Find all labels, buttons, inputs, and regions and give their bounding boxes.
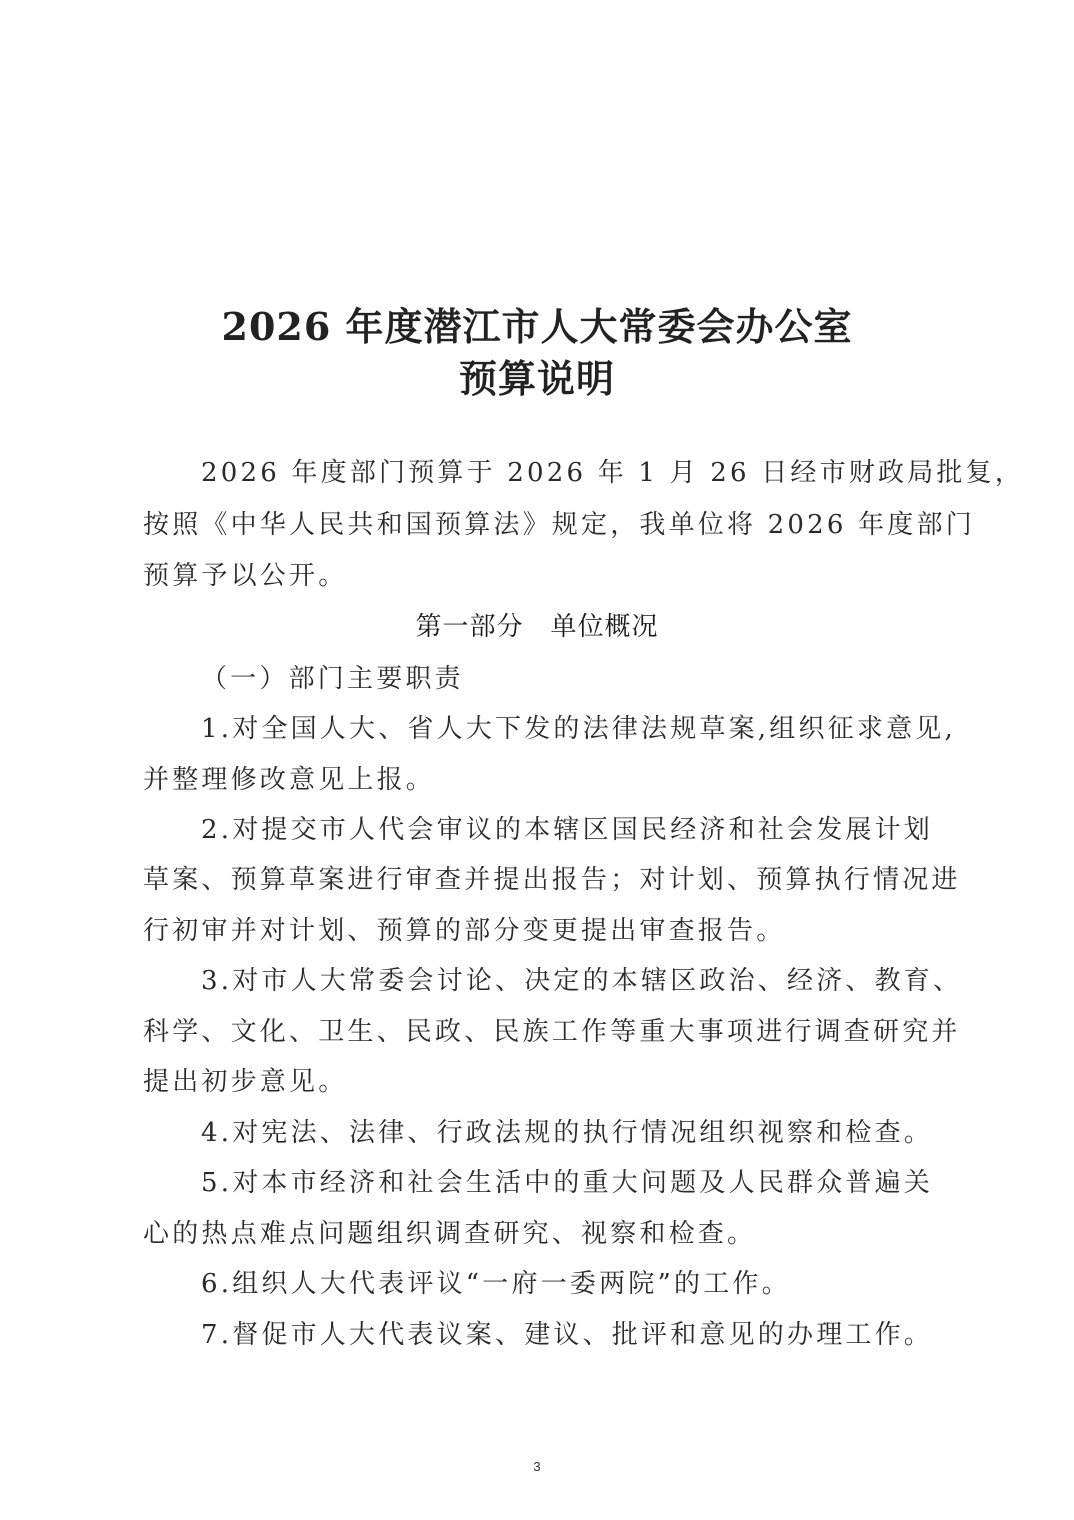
item-3-line: 提出初步意见。 — [143, 1067, 348, 1097]
item-3-line: 3.对市人大常委会讨论、决定的本辖区政治、经济、教育、 — [201, 966, 963, 996]
intro-line: 预算予以公开。 — [143, 561, 348, 591]
document-title-line-1: 2026 年度潜江市人大常委会办公室 — [221, 304, 853, 349]
item-2-line: 2.对提交市人代会审议的本辖区国民经济和社会发展计划 — [201, 815, 934, 845]
item-6-line: 6.组织人大代表评议“一府一委两院”的工作。 — [201, 1269, 791, 1299]
item-7-line: 7.督促市人大代表议案、建议、批评和意见的办理工作。 — [201, 1320, 934, 1350]
item-1-line: 并整理修改意见上报。 — [143, 765, 436, 795]
item-5-line: 心的热点难点问题组织调查研究、视察和检查。 — [143, 1219, 757, 1249]
item-2-line: 草案、预算草案进行审查并提出报告；对计划、预算执行情况进 — [143, 865, 961, 895]
document-title-line-2: 预算说明 — [458, 356, 615, 401]
intro-line: 按照《中华人民共和国预算法》规定，我单位将 2026 年度部门 — [143, 510, 975, 540]
item-1-line: 1.对全国人大、省人大下发的法律法规草案,组织征求意见, — [201, 714, 956, 744]
item-2-line: 行初审并对计划、预算的部分变更提出审查报告。 — [143, 916, 786, 946]
page-number: 3 — [533, 1459, 541, 1474]
part-heading: 第一部分 单位概况 — [415, 612, 659, 642]
section-heading: （一）部门主要职责 — [201, 664, 464, 694]
item-5-line: 5.对本市经济和社会生活中的重大问题及人民群众普遍关 — [201, 1168, 934, 1198]
intro-line: 2026 年度部门预算于 2026 年 1 月 26 日经市财政局批复， — [201, 458, 1025, 488]
item-3-line: 科学、文化、卫生、民政、民族工作等重大事项进行调查研究并 — [143, 1017, 961, 1047]
item-4-line: 4.对宪法、法律、行政法规的执行情况组织视察和检查。 — [201, 1118, 934, 1148]
